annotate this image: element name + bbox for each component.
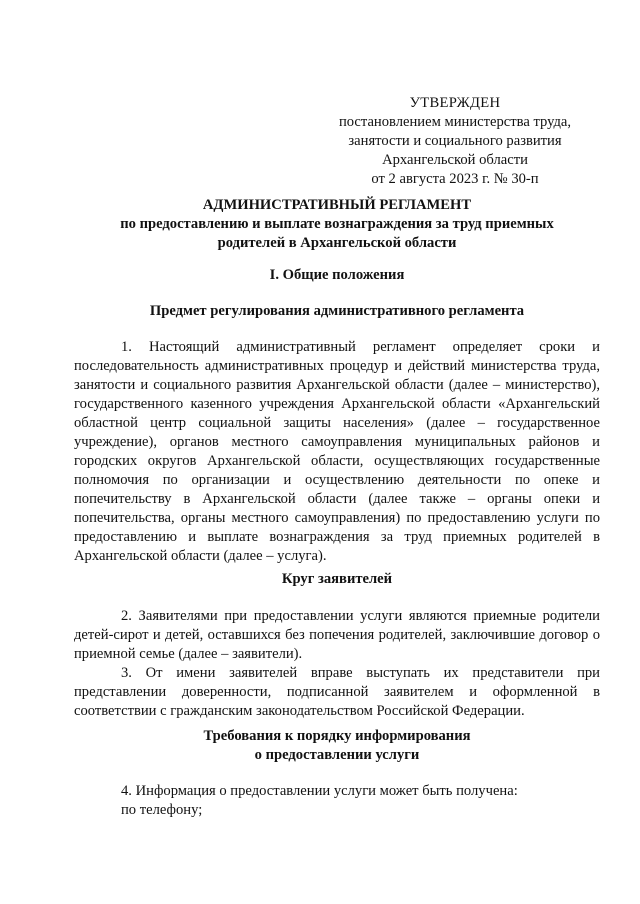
document-title-sub: по предоставлению и выплате вознаграждения за труд приемных: [120, 216, 554, 232]
paragraph-1: 1. Настоящий административный регламент определяет сроки и последовательность административных процедур и действий министерства труда, занятости и социального развития Архангельской области (далее – министерство), государственного казенного учреждения Архангельской области «Архангельский областной центр социальной защиты населения» (далее – государственное учреждение), органов местного самоуправления муниципальных районов и городских округов Архангельской области, осуществляющих государственные полномочия по организации и осуществлению деятельности по опеке и попечительству в Архангельской области (далее также – органы опеки и попечительства, органы местного самоуправления) по предоставлению услуги по предоставлению и выплате вознаграждения за труд приемных родителей в Архангельской области (далее – услуга).: [74, 339, 600, 564]
approval-title: УТВЕРЖДЕН: [409, 95, 501, 111]
approval-line: постановлением министерства труда,: [338, 114, 572, 130]
paragraph-3: 3. От имени заявителей вправе выступать их представители при представлении доверенности, подписанной заявителем и оформленной в соответствии с гражданским законодательством Российской Федерации.: [74, 665, 600, 719]
section-heading: I. Общие положения: [269, 267, 405, 283]
approval-line: занятости и социального развития: [348, 133, 562, 149]
document-title-sub: родителей в Архангельской области: [217, 235, 457, 251]
subsection-heading-applicants: Круг заявителей: [281, 571, 393, 587]
paragraph-2: 2. Заявителями при предоставлении услуги являются приемные родители детей-сирот и детей, оставшихся без попечения родителей, заключившие договор о приемной семье (далее – заявители).: [74, 608, 600, 662]
heading-line: Требования к порядку информирования: [203, 728, 471, 744]
subsection-heading-informing: [74, 727, 600, 765]
document-title: [74, 196, 600, 253]
subsection-heading: Предмет регулирования административного регламента: [149, 303, 525, 319]
approval-stamp: [330, 94, 580, 189]
document-title-main: АДМИНИСТРАТИВНЫЙ РЕГЛАМЕНТ: [202, 197, 472, 213]
paragraph-4-item: по телефону;: [121, 802, 203, 818]
heading-line: о предоставлении услуги: [254, 747, 420, 763]
paragraph-4: 4. Информация о предоставлении услуги может быть получена:: [121, 783, 518, 799]
approval-date: от 2 августа 2023 г. № 30-п: [371, 171, 539, 187]
approval-line: Архангельской области: [382, 152, 528, 168]
